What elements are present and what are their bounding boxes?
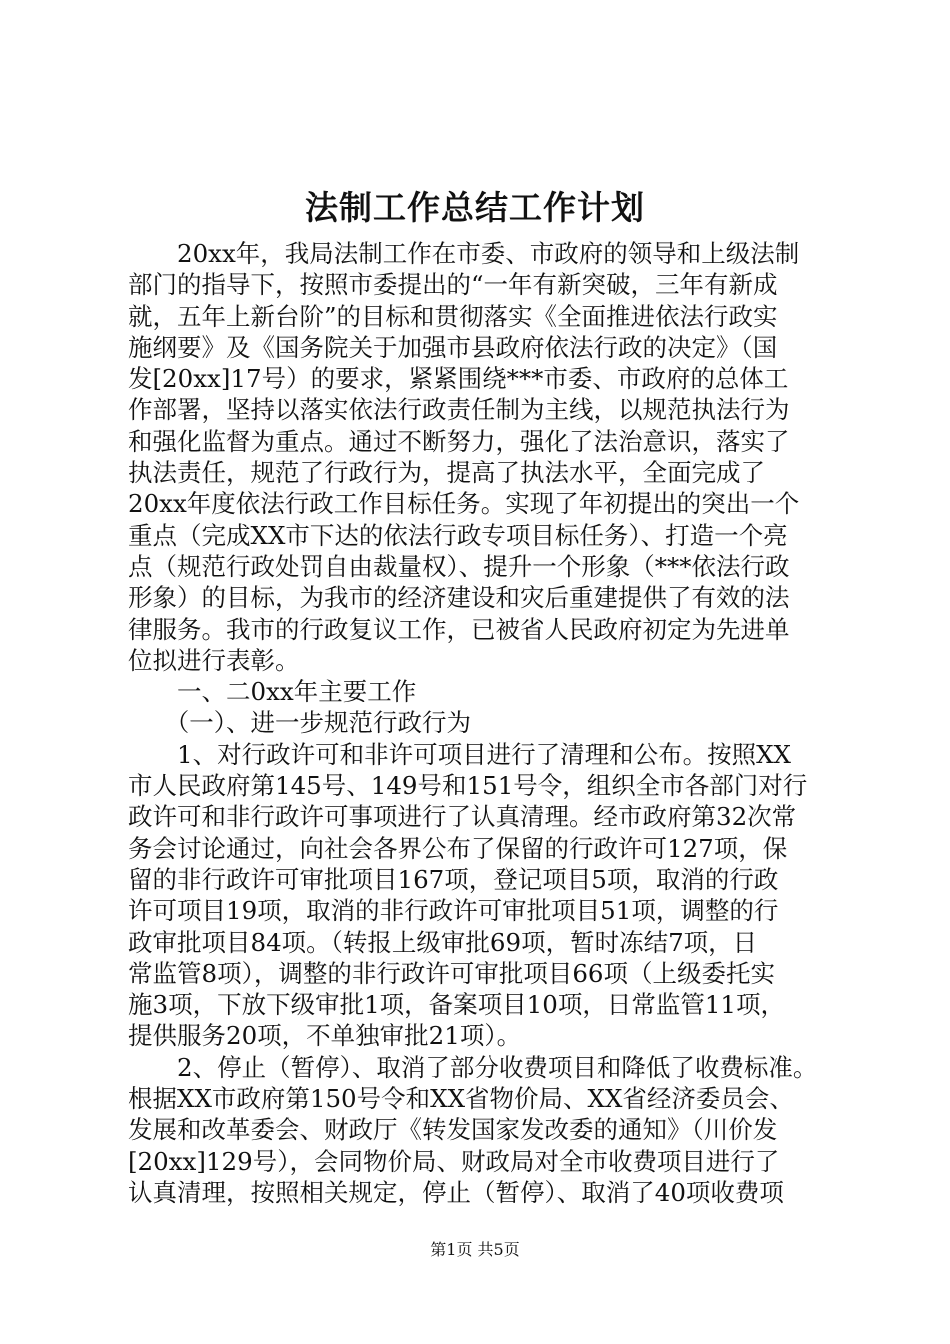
body-line: 20xx年，我局法制工作在市委、市政府的领导和上级法制 — [128, 239, 800, 268]
body-line: 根据XX市政府第150号令和XX省物价局、XX省经济委员会、 — [128, 1084, 794, 1114]
body-line: 许可项目19项，取消的非行政许可审批项目51项，调整的行 — [128, 896, 779, 926]
page-footer: 第1页 共5页 — [430, 1240, 520, 1259]
body-line: 务会讨论通过，向社会各界公布了保留的行政许可127项，保 — [128, 833, 788, 863]
body-line: 重点（完成XX市下达的依法行政专项目标任务）、打造一个亮 — [128, 520, 788, 550]
body-line: 提供服务20项，不单独审批21项）。 — [128, 1021, 522, 1051]
body-line: 政审批项目84项。（转报上级审批69项，暂时冻结7项，日 — [128, 927, 758, 957]
body-line: 点（规范行政处罚自由裁量权）、提升一个形象（***依法行政 — [128, 551, 790, 581]
subsection-heading: （一）、进一步规范行政行为 — [128, 708, 471, 738]
body-line: [20xx]129号），会同物价局、财政局对全市收费项目进行了 — [128, 1146, 780, 1176]
section-heading: 一、二0xx年主要工作 — [128, 677, 417, 707]
body-line: 政许可和非行政许可事项进行了认真清理。经市政府第32次常 — [128, 802, 797, 832]
body-line: 1、对行政许可和非许可项目进行了清理和公布。按照XX — [128, 739, 791, 769]
body-line: 部门的指导下，按照市委提出的“一年有新突破，三年有新成 — [128, 270, 778, 300]
body-line: 发[20xx]17号）的要求，紧紧围绕***市委、市政府的总体工 — [128, 364, 789, 394]
body-line: 和强化监督为重点。通过不断努力，强化了法治意识，落实了 — [128, 426, 790, 456]
body-line: 市人民政府第145号、149号和151号令，组织全市各部门对行 — [128, 771, 808, 801]
body-line: 执法责任，规范了行政行为，提高了执法水平，全面完成了 — [128, 458, 765, 488]
document-title: 法制工作总结工作计划 — [305, 188, 645, 227]
body-line: 施3项，下放下级审批1项，备案项目10项，日常监管11项， — [128, 990, 786, 1020]
body-line: 认真清理，按照相关规定，停止（暂停）、取消了40项收费项 — [128, 1177, 784, 1207]
body-line: 2、停止（暂停）、取消了部分收费项目和降低了收费标准。 — [128, 1052, 818, 1082]
body-line: 常监管8项），调整的非行政许可审批项目66项（上级委托实 — [128, 958, 776, 988]
body-line: 律服务。我市的行政复议工作，已被省人民政府初定为先进单 — [128, 614, 790, 644]
document-body — [128, 238, 838, 1208]
body-line: 形象）的目标，为我市的经济建设和灾后重建提供了有效的法 — [128, 583, 790, 613]
body-line: 位拟进行表彰。 — [128, 645, 300, 675]
body-line: 发展和改革委会、财政厅《转发国家发改委的通知》（川价发 — [128, 1115, 778, 1145]
body-line: 作部署，坚持以落实依法行政责任制为主线，以规范执法行为 — [128, 395, 790, 425]
body-line: 就，五年上新台阶”的目标和贯彻落实《全面推进依法行政实 — [128, 301, 778, 331]
body-line: 施纲要》及《国务院关于加强市县政府依法行政的决定》（国 — [128, 332, 778, 362]
body-line: 20xx年度依法行政工作目标任务。实现了年初提出的突出一个 — [128, 489, 800, 519]
body-line: 留的非行政许可审批项目167项，登记项目5项，取消的行政 — [128, 864, 779, 894]
